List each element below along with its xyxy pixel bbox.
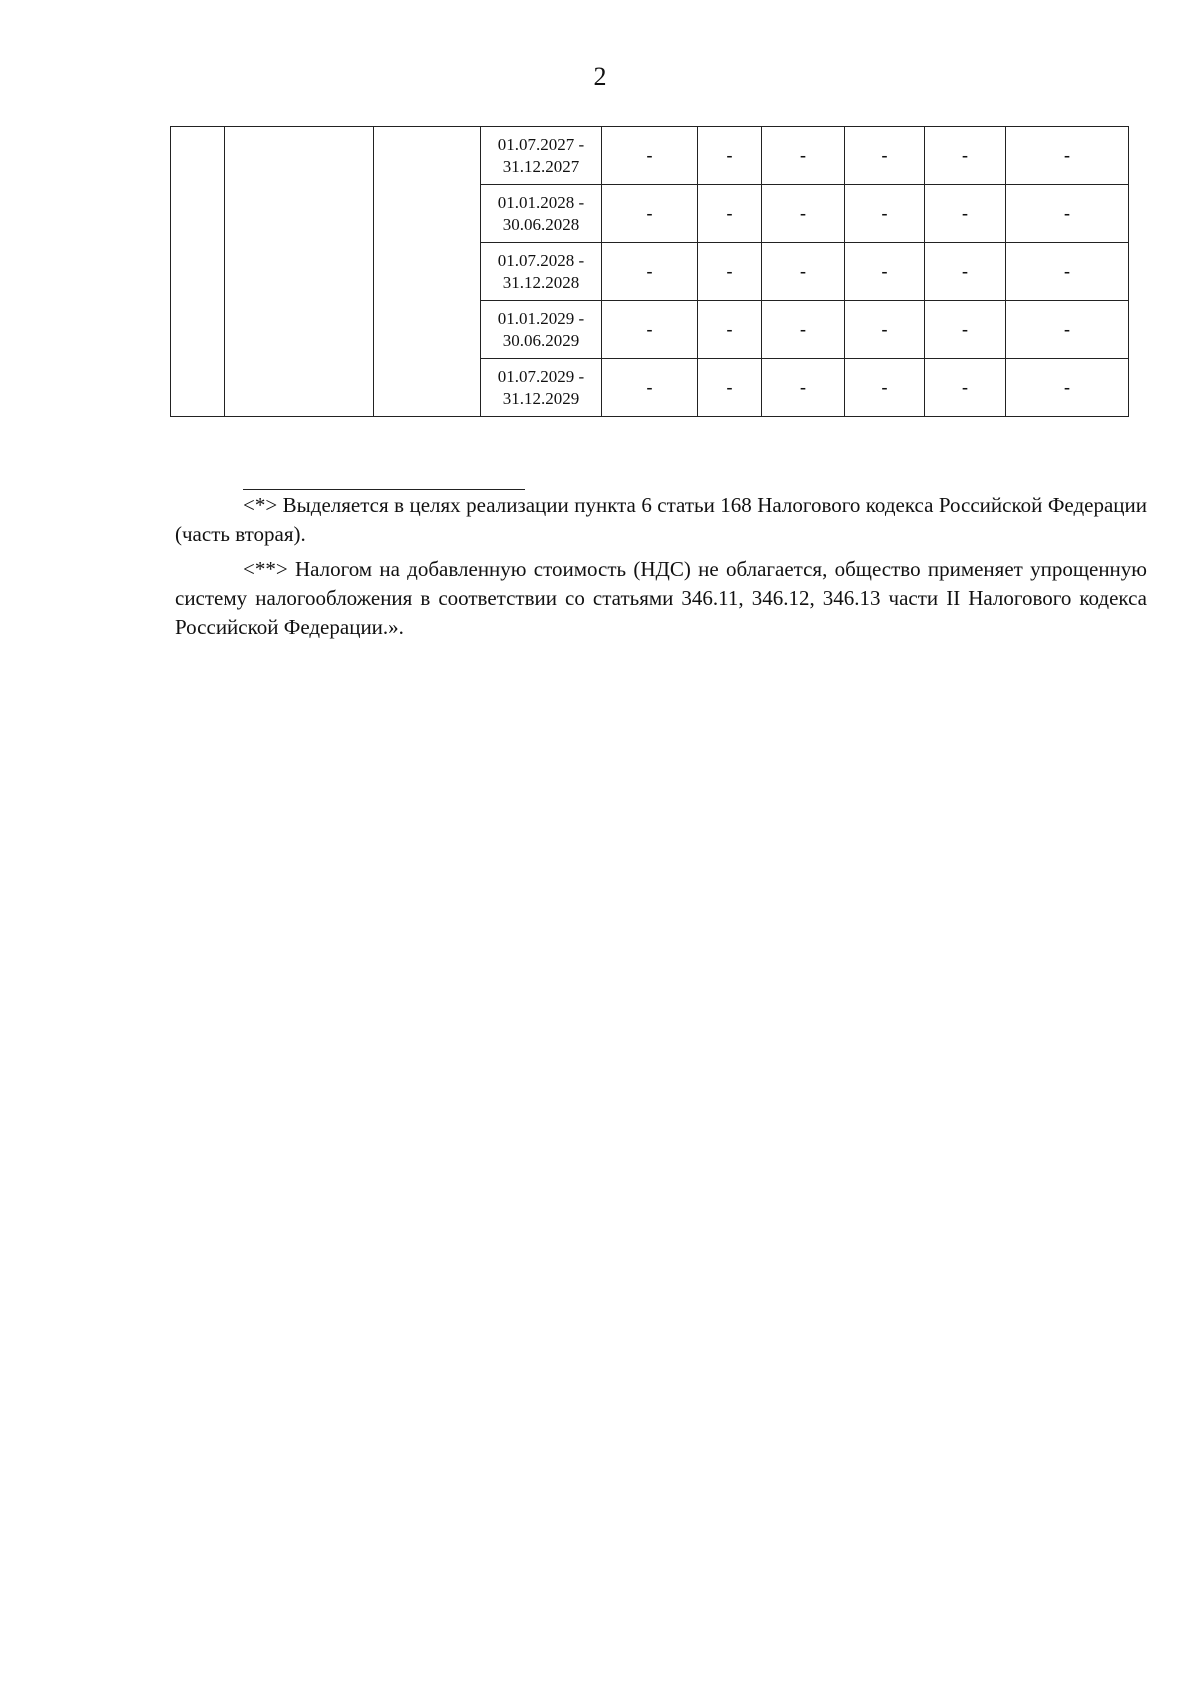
value-cell: - [602, 359, 698, 417]
value-cell: - [762, 185, 845, 243]
value-cell: - [762, 127, 845, 185]
table-row [171, 127, 1129, 185]
value-cell: - [925, 127, 1006, 185]
value-cell: - [845, 127, 925, 185]
tariff-table [170, 126, 1129, 417]
footnotes [175, 491, 1147, 648]
footnote-divider [243, 489, 525, 490]
value-cell: - [1006, 243, 1129, 301]
value-cell: - [602, 127, 698, 185]
period-cell: 01.01.2028 - 30.06.2028 [481, 185, 602, 243]
value-cell: - [845, 185, 925, 243]
value-cell: - [925, 185, 1006, 243]
value-cell: - [762, 301, 845, 359]
period-cell: 01.07.2029 - 31.12.2029 [481, 359, 602, 417]
value-cell: - [698, 243, 762, 301]
value-cell: - [925, 301, 1006, 359]
period-cell: 01.07.2028 - 31.12.2028 [481, 243, 602, 301]
value-cell: - [1006, 301, 1129, 359]
page-number: 2 [593, 62, 607, 91]
value-cell: - [698, 359, 762, 417]
value-cell: - [698, 127, 762, 185]
value-cell: - [1006, 359, 1129, 417]
value-cell: - [698, 301, 762, 359]
value-cell: - [698, 185, 762, 243]
value-cell: - [602, 301, 698, 359]
value-cell: - [602, 243, 698, 301]
value-cell: - [1006, 185, 1129, 243]
period-cell: 01.01.2029 - 30.06.2029 [481, 301, 602, 359]
value-cell: - [762, 243, 845, 301]
value-cell: - [925, 243, 1006, 301]
value-cell: - [762, 359, 845, 417]
value-cell: - [845, 243, 925, 301]
footnote-vat-exempt: <**> Налогом на добавленную стоимость (НДС) не облагается, общество применяет упрощенную систему налогообложения в соответствии со статьями 346.11, 346.12, 346.13 части II Налогового кодекса Российской Федерации.». [175, 557, 1147, 639]
value-cell: - [1006, 127, 1129, 185]
value-cell: - [925, 359, 1006, 417]
consumer-group-cell [374, 127, 481, 417]
organization-cell [225, 127, 374, 417]
row-number-cell [171, 127, 225, 417]
value-cell: - [845, 359, 925, 417]
footnote-vat-allocated: <*> Выделяется в целях реализации пункта 6 статьи 168 Налогового кодекса Российской Федерации (часть вторая). [175, 493, 1147, 546]
value-cell: - [602, 185, 698, 243]
value-cell: - [845, 301, 925, 359]
period-cell: 01.07.2027 - 31.12.2027 [481, 127, 602, 185]
